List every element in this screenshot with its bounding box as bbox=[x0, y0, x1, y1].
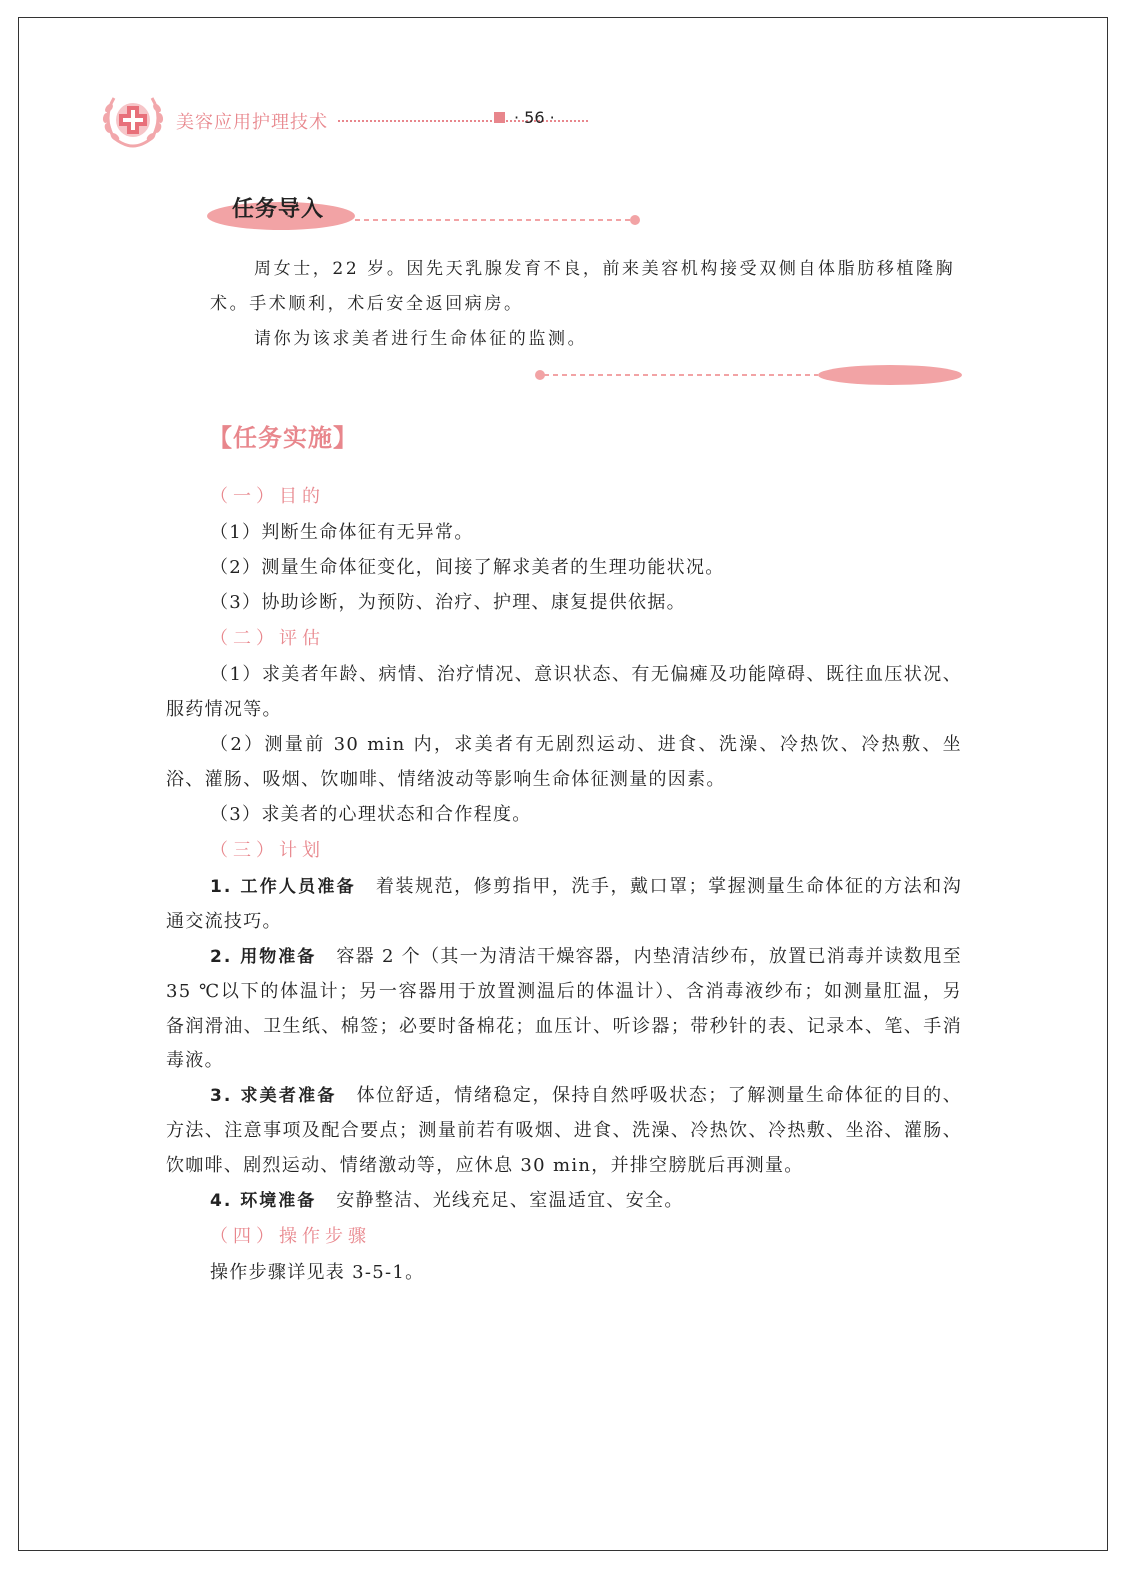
subsection-heading-plan: （三）计划 bbox=[210, 840, 325, 862]
main-content bbox=[166, 478, 962, 1291]
running-header bbox=[100, 88, 620, 150]
plan-item-text: 安静整洁、光线充足、室温适宜、安全。 bbox=[336, 1189, 684, 1211]
plan-item-label: 4. 环境准备 bbox=[210, 1190, 317, 1211]
subsection-heading-assessment: （二）评估 bbox=[210, 628, 325, 650]
plan-item-label: 2. 用物准备 bbox=[210, 946, 317, 967]
steps-text: 操作步骤详见表 3-5-1。 bbox=[210, 1262, 425, 1284]
header-square-marker bbox=[494, 112, 505, 123]
purpose-item: （3）协助诊断，为预防、治疗、护理、康复提供依据。 bbox=[210, 591, 686, 613]
plan-item bbox=[166, 1079, 962, 1183]
plan-item-label: 3. 求美者准备 bbox=[210, 1086, 337, 1107]
plan-item bbox=[166, 940, 962, 1079]
plan-item-text: 容器 2 个（其一为清洁干燥容器，内垫清洁纱布，放置已消毒并读数甩至 35 ℃以下的体温计；另一容器用于放置测温后的体温计）、含消毒液纱布；如测量肛温，另备润滑油、卫生纸、棉签；必要时备棉花；血压计、听诊器；带秒针的表、记录本、笔、手消毒液。 bbox=[166, 945, 962, 1072]
page-number: · 56 · bbox=[514, 108, 555, 127]
purpose-item: （1）判断生命体征有无异常。 bbox=[210, 522, 474, 543]
section-heading: 【任务实施】 bbox=[208, 423, 358, 452]
subsection-heading-purpose: （一）目的 bbox=[210, 486, 325, 507]
purpose-item: （2）测量生命体征变化，间接了解求美者的生理功能状况。 bbox=[210, 556, 725, 578]
plan-item-text: 着装规范，修剪指甲，洗手，戴口罩；掌握测量生命体征的方法和沟通交流技巧。 bbox=[166, 876, 962, 933]
assessment-item: （2）测量前 30 min 内，求美者有无剧烈运动、进食、洗澡、冷热饮、冷热敷、坐浴、灌肠、吸烟、饮咖啡、情绪波动等影响生命体征测量的因素。 bbox=[166, 733, 962, 790]
book-title: 美容应用护理技术 bbox=[176, 112, 328, 133]
plan-item-text: 体位舒适，情绪稳定，保持自然呼吸状态；了解测量生命体征的目的、方法、注意事项及配合要点；测量前若有吸烟、进食、洗澡、冷热饮、冷热敷、坐浴、灌肠、饮咖啡、剧烈运动、情绪激动等，应休息 30 min，并排空膀胱后再测量。 bbox=[166, 1085, 962, 1176]
intro-text bbox=[210, 252, 960, 357]
assessment-item: （3）求美者的心理状态和合作程度。 bbox=[210, 803, 532, 825]
plan-item bbox=[166, 1184, 962, 1219]
plan-item bbox=[166, 870, 962, 940]
intro-paragraph: 请你为该求美者进行生命体征的监测。 bbox=[254, 329, 588, 349]
intro-paragraph: 周女士，22 岁。因先天乳腺发育不良，前来美容机构接受双侧自体脂肪移植隆胸术。手术顺利，术后安全返回病房。 bbox=[210, 259, 956, 314]
intro-end-decoration bbox=[532, 362, 964, 388]
intro-title: 任务导入 bbox=[232, 197, 325, 222]
laurel-cross-logo-icon bbox=[100, 88, 166, 150]
plan-item-label: 1. 工作人员准备 bbox=[210, 877, 356, 898]
assessment-item: （1）求美者年龄、病情、治疗情况、意识状态、有无偏瘫及功能障碍、既往血压状况、服药情况等。 bbox=[166, 664, 962, 721]
subsection-heading-steps: （四）操作步骤 bbox=[210, 1226, 371, 1248]
